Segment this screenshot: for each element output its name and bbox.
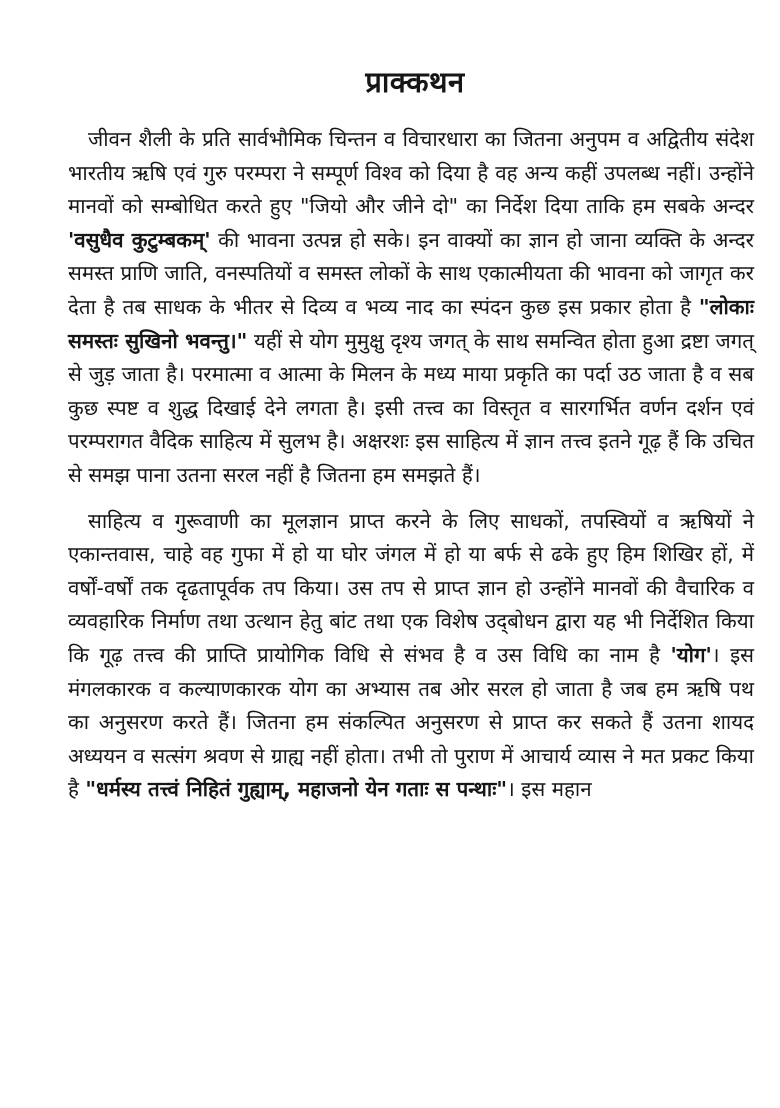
- paragraph-1-quote-vasudhaiva: 'वसुधैव कुटुम्बकम्': [68, 227, 211, 252]
- paragraph-1-run-3: की भावना उत्पन्न हो सके। इन वाक्यों का ज्ञान हो जाना व्यक्ति के अन्दर समस्त प्राणि जाति, वनस्पतियों व समस्त लोकों के साथ एकात्मीयता की भावना को जागृत कर देता है तब साधक के भीतर से दिव्य व भव्य नाद का स्पंदन कुछ इस प्रकार होता है: [68, 227, 754, 319]
- paragraph-1: [68, 123, 754, 493]
- page-title: प्राक्कथन: [365, 65, 465, 99]
- paragraph-1-run-5: यहीं से योग मुमुक्षु दृश्य जगत् के साथ समन्वित होता हुआ द्रष्टा जगत् से जुड़ जाता है। परमात्मा व आत्मा के मिलन के मध्य माया प्रकृति का पर्दा उठ जाता है व सब कुछ स्पष्ट व शुद्ध दिखाई देने लगता है। इसी तत्त्व का विस्तृत व सारगर्भित वर्णन दर्शन एवं परम्परागत वैदिक साहित्य में सुलभ है। अक्षरशः इस साहित्य में ज्ञान तत्त्व इतने गूढ़ हैं कि उचित से समझ पाना उतना सरल नहीं है जितना हम समझते हैं।: [68, 328, 754, 487]
- paragraph-2-quote-yoga: 'योग': [670, 642, 712, 667]
- paragraph-2-run-3: । इस मंगलकारक व कल्याणकारक योग का अभ्यास तब ओर सरल हो जाता है जब हम ऋषि पथ का अनुसरण करते हैं। जितना हम संकल्पित अनुसरण से प्राप्त कर सकते हैं उतना शायद अध्ययन व सत्संग श्रवण से ग्राह्य नहीं होता। तभी तो पुराण में आचार्य व्यास ने मत प्रकट किया है: [68, 642, 754, 802]
- paragraph-2-run-1: साहित्य व गुरूवाणी का मूलज्ञान प्राप्त करने के लिए साधकों, तपस्वियों व ऋषियों ने एकान्तवास, चाहे वह गुफा में हो या घोर जंगल में हो या बर्फ से ढके हुए हिम शिखिर हों, में वर्षों-वर्षों तक दृढतापूर्वक तप किया। उस तप से प्राप्त ज्ञान हो उन्होंने मानवों की वैचारिक व व्यवहारिक निर्माण तथा उत्थान हेतु बांट तथा एक विशेष उद्‌बोधन द्वारा यह भी निर्देशित किया कि गूढ़ तत्त्व की प्राप्ति प्रायोगिक विधि से संभव है व उस विधि का नाम है: [68, 508, 754, 667]
- paragraph-2: [68, 505, 754, 807]
- paragraph-2-quote-dharmasya: "धर्मस्य तत्त्वं निहितं गुह्याम्, महाजनो येन गताः स पन्थाः": [85, 777, 508, 802]
- paragraph-1-run-1: जीवन शैली के प्रति सार्वभौमिक चिन्तन व विचारधारा का जितना अनुपम व अद्वितीय संदेश भारतीय ऋषि एवं गुरु परम्परा ने सम्पूर्ण विश्व को दिया है वह अन्य कहीं उपलब्ध नहीं। उन्होंने मानवों को सम्बोधित करते हुए "जियो और जीने दो" का निर्देश दिया ताकि हम सबके अन्दर: [68, 127, 754, 219]
- paragraph-2-run-5: । इस महान: [507, 777, 592, 802]
- paragraph-1-quote-lokah: "लोकाः समस्तः सुखिनो भवन्तु।": [68, 294, 754, 353]
